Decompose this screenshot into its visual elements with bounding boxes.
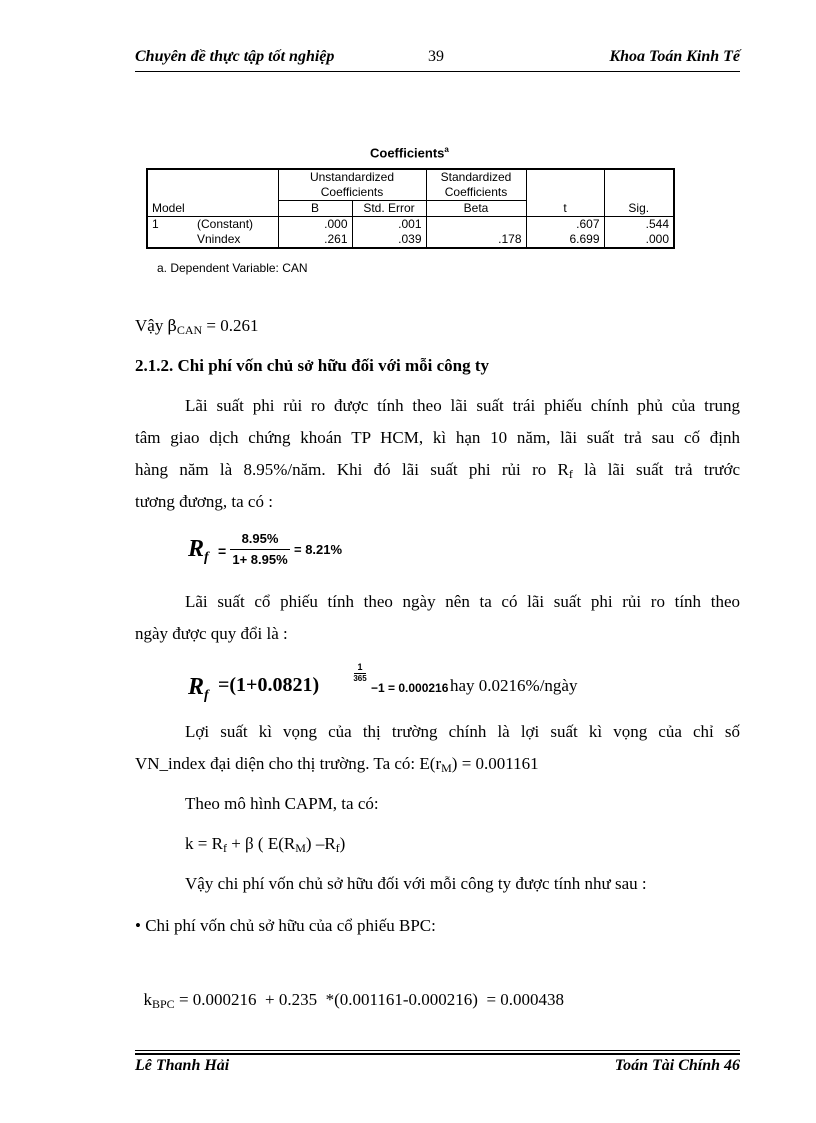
table-title: Coefficients$^a$ <box>370 145 449 161</box>
capm-formula: $k = R_f + \beta$ ( $E(R_M)$ $-R_f$) <box>185 834 346 855</box>
beta-result: Vậy $\beta_{CAN} = 0.261$ <box>135 316 259 337</box>
header-beta: Beta <box>426 201 526 217</box>
header-b: B <box>278 201 352 217</box>
section-heading: 2.1.2. Chi phí vốn chủ sở hữu đối với mỗi công ty <box>135 356 489 375</box>
k-bpc-formula: $k_{BPC} = 0.000216 + 0.235$ *(0.001161-0.000216) = 0.000438 <box>143 990 565 1011</box>
footer-rule-thick <box>135 1053 740 1055</box>
bullet-icon: • <box>135 916 141 935</box>
header-unstandardized: Unstandardized Coefficients <box>278 169 426 201</box>
table-row: 1 (Constant) .000 .001 .607 .544 <box>147 217 674 233</box>
header-std-error: Std. Error <box>352 201 426 217</box>
table-footnote: a. Dependent Variable: CAN <box>157 261 308 275</box>
paragraph-daily-rate: Lãi suất cổ phiếu tính theo ngày nên ta có lãi suất phi rủi ro tính theo <box>185 592 740 611</box>
page-footer <box>135 1057 740 1081</box>
paragraph-risk-free: Lãi suất phi rủi ro được tính theo lãi suất trái phiếu chính phủ của trung <box>185 396 740 415</box>
footer-author: Lê Thanh Hải <box>135 1057 230 1074</box>
header-model: Model <box>147 201 278 217</box>
page-header <box>135 48 740 72</box>
cost-intro: Vậy chi phí vốn chủ sở hữu đối với mỗi công ty được tính như sau : <box>185 874 647 893</box>
header-page-number: 39 <box>428 48 444 65</box>
footer-class: Toán Tài Chính 46 <box>614 1057 740 1074</box>
header-right-title: Khoa Toán Kinh Tế <box>609 48 740 65</box>
paragraph-market-return: Lợi suất kì vọng của thị trường chính là lợi suất kì vọng của chỉ số <box>185 722 740 741</box>
table-subheader-row <box>147 201 674 217</box>
header-sig: Sig. <box>604 201 674 217</box>
capm-intro: Theo mô hình CAPM, ta có: <box>185 794 379 813</box>
header-left-title: Chuyên đề thực tập tốt nghiệp <box>135 48 335 65</box>
table-header-row <box>147 169 674 201</box>
coefficients-table <box>146 168 675 249</box>
header-standardized: Standardized Coefficients <box>426 169 526 201</box>
footer-rule <box>135 1050 740 1051</box>
header-t: t <box>526 201 604 217</box>
table-row: Vnindex .261 .039 .178 6.699 .000 <box>147 232 674 248</box>
bullet-bpc: • Chi phí vốn chủ sở hữu của cổ phiếu BPC: <box>135 916 436 935</box>
header-rule <box>135 71 740 72</box>
formula-rf-daily: $R_f$ =(1+0.0821) 1 365 −1 = 0.000216 hay 0.0216%/ngày <box>188 662 578 703</box>
